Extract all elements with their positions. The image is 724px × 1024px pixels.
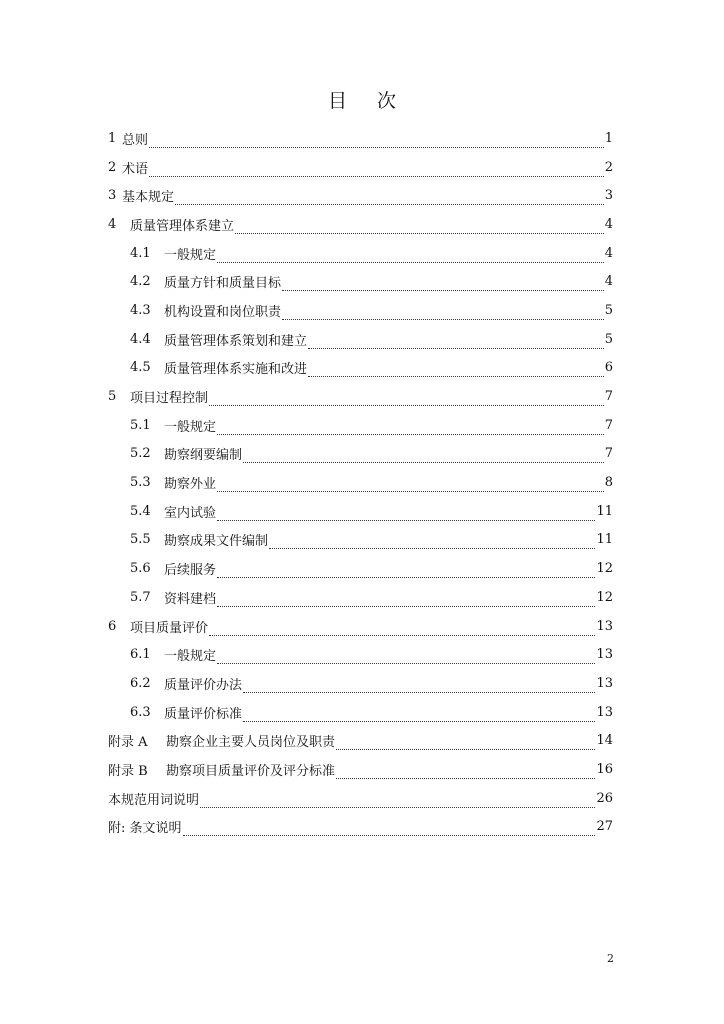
toc-entry[interactable] [108, 382, 613, 411]
toc-entry-page: 1 [604, 130, 613, 146]
toc-entry-number: 6 [108, 618, 117, 634]
toc-entry-page: 27 [596, 819, 613, 835]
toc-entry-page: 13 [596, 675, 613, 691]
toc-entry-title: 资料建档 [164, 591, 217, 607]
toc-entry[interactable] [108, 296, 613, 325]
toc-entry-page: 2 [604, 159, 613, 175]
toc-entry[interactable] [108, 325, 613, 354]
toc-entry[interactable] [108, 210, 613, 239]
toc-entry-page: 12 [596, 589, 613, 605]
toc-entry[interactable] [108, 813, 613, 842]
toc-entry-page: 3 [604, 188, 613, 204]
toc-entry-title: 一般规定 [164, 649, 217, 665]
toc-entry-title: 本规范用词说明 [108, 792, 200, 808]
dot-leader [217, 565, 595, 578]
toc-entry-number: 附录 A [108, 735, 148, 751]
dot-leader [269, 536, 595, 549]
dot-leader [243, 709, 595, 722]
toc-entry-page: 5 [604, 302, 613, 318]
toc-entry[interactable] [108, 698, 613, 727]
dot-leader [336, 766, 595, 779]
toc-entry-number: 5.3 [130, 475, 151, 491]
toc-entry-title: 质量管理体系策划和建立 [164, 333, 308, 349]
dot-leader [235, 221, 604, 234]
toc-entry[interactable] [108, 181, 613, 210]
page-number: 2 [607, 952, 614, 965]
dot-leader [217, 479, 604, 492]
page-title: 目 次 [327, 90, 409, 112]
toc-entry[interactable] [108, 554, 613, 583]
toc-entry-page: 8 [604, 475, 613, 491]
toc-entry-page: 13 [596, 647, 613, 663]
toc-entry-number: 5.5 [130, 532, 151, 548]
toc-entry-title: 一般规定 [164, 419, 217, 435]
toc-entry-page: 4 [604, 245, 613, 261]
toc-entry-number: 2 [108, 159, 117, 175]
toc-entry-page: 7 [604, 389, 613, 405]
toc-entry-page: 26 [596, 790, 613, 806]
toc-entry[interactable] [108, 468, 613, 497]
toc-entry[interactable] [108, 612, 613, 641]
toc-entry-page: 13 [596, 618, 613, 634]
dot-leader [175, 192, 604, 205]
dot-leader [243, 450, 604, 463]
dot-leader [149, 164, 604, 177]
toc-entry-number: 4.4 [130, 331, 151, 347]
dot-leader [217, 651, 595, 664]
dot-leader [217, 594, 595, 607]
toc-entry-page: 12 [596, 561, 613, 577]
dot-leader [282, 278, 604, 291]
dot-leader [243, 680, 595, 693]
dot-leader [217, 250, 604, 263]
toc-entry-number: 5.1 [130, 417, 151, 433]
toc-entry-number: 5.6 [130, 561, 151, 577]
dot-leader [200, 795, 595, 808]
toc-entry-title: 勘察项目质量评价及评分标准 [166, 763, 336, 779]
toc-entry[interactable] [108, 784, 613, 813]
toc-entry-title: 勘察纲要编制 [164, 448, 243, 464]
dot-leader [282, 307, 604, 320]
toc-entry[interactable] [108, 755, 613, 784]
toc-entry[interactable] [108, 411, 613, 440]
toc-entry-page: 11 [596, 503, 613, 519]
toc-entry[interactable] [108, 354, 613, 383]
toc-entry-number: 4 [108, 216, 117, 232]
toc-entry-page: 5 [604, 331, 613, 347]
toc-entry-number: 附录 B [108, 763, 148, 779]
dot-leader [217, 422, 604, 435]
dot-leader [209, 393, 604, 406]
toc-entry-title: 勘察成果文件编制 [164, 534, 269, 550]
toc-entry[interactable] [108, 124, 613, 153]
toc-entry[interactable] [108, 526, 613, 555]
toc-entry-number: 5.4 [130, 503, 151, 519]
toc-entry-page: 16 [596, 761, 613, 777]
table-of-contents [108, 124, 613, 841]
toc-entry-number: 4.5 [130, 360, 151, 376]
toc-entry-title: 项目过程控制 [130, 391, 209, 407]
toc-entry-number: 1 [108, 130, 117, 146]
toc-entry-title: 后续服务 [164, 563, 217, 579]
toc-entry-title: 勘察企业主要人员岗位及职责 [166, 735, 336, 751]
toc-entry-title: 勘察外业 [164, 477, 217, 493]
toc-entry-number: 6.1 [130, 647, 151, 663]
toc-entry-page: 4 [604, 274, 613, 290]
dot-leader [308, 336, 604, 349]
toc-entry-page: 7 [604, 446, 613, 462]
toc-entry-title: 质量评价办法 [164, 677, 243, 693]
dot-leader [183, 823, 596, 836]
toc-entry-title: 基本规定 [122, 190, 175, 206]
toc-entry[interactable] [108, 669, 613, 698]
toc-entry-title: 质量评价标准 [164, 706, 243, 722]
toc-entry-page: 13 [596, 704, 613, 720]
toc-entry-number: 6.3 [130, 704, 151, 720]
toc-entry[interactable] [108, 583, 613, 612]
toc-entry-number: 5.7 [130, 589, 151, 605]
toc-entry-title: 项目质量评价 [130, 620, 209, 636]
dot-leader [336, 737, 595, 750]
toc-entry-page: 11 [596, 532, 613, 548]
toc-entry[interactable] [108, 497, 613, 526]
toc-entry-title: 附: 条文说明 [108, 821, 182, 837]
toc-entry-page: 6 [604, 360, 613, 376]
toc-entry-number: 4.1 [130, 245, 151, 261]
toc-entry[interactable] [108, 640, 613, 669]
toc-entry-title: 质量方针和质量目标 [164, 276, 282, 292]
toc-entry-title: 机构设置和岗位职责 [164, 304, 282, 320]
toc-entry[interactable] [108, 153, 613, 182]
toc-entry-title: 总则 [122, 132, 149, 148]
toc-entry-number: 6.2 [130, 675, 151, 691]
dot-leader [149, 135, 604, 148]
toc-entry-title: 室内试验 [164, 505, 217, 521]
toc-entry-number: 4.3 [130, 302, 151, 318]
toc-entry-page: 4 [604, 216, 613, 232]
toc-entry-number: 3 [108, 188, 117, 204]
dot-leader [217, 508, 595, 521]
toc-entry-title: 一般规定 [164, 247, 217, 263]
toc-entry-title: 质量管理体系实施和改进 [164, 362, 308, 378]
toc-entry-number: 5.2 [130, 446, 151, 462]
toc-entry[interactable] [108, 726, 613, 755]
toc-entry[interactable] [108, 239, 613, 268]
toc-entry-title: 质量管理体系建立 [130, 218, 235, 234]
toc-entry-number: 5 [108, 389, 117, 405]
toc-entry-page: 14 [596, 733, 613, 749]
dot-leader [209, 623, 595, 636]
toc-entry[interactable] [108, 440, 613, 469]
dot-leader [308, 364, 604, 377]
toc-entry-number: 4.2 [130, 274, 151, 290]
toc-entry[interactable] [108, 267, 613, 296]
toc-entry-title: 术语 [122, 161, 149, 177]
toc-entry-page: 7 [604, 417, 613, 433]
